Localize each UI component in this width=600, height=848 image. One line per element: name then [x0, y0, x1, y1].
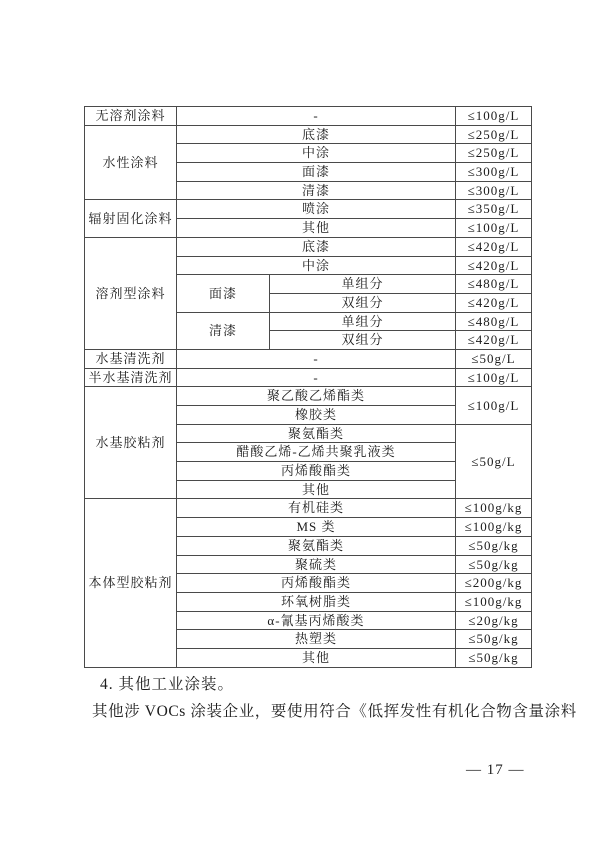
cell-limit: ≤100g/L — [456, 219, 532, 238]
cell-limit: ≤50g/kg — [456, 630, 532, 649]
cell-limit: ≤100g/L — [456, 107, 532, 126]
cell-subtype: 有机硅类 — [177, 499, 456, 518]
body-paragraph: 其他涉 VOCs 涂装企业，要使用符合《低挥发性有机化合物含量涂料 — [92, 703, 577, 720]
cell-category: 本体型胶粘剂 — [85, 499, 177, 667]
cell-subtype: 聚氨酯类 — [177, 424, 456, 443]
cell-limit: ≤420g/L — [456, 237, 532, 256]
cell-subtype: 聚乙酸乙烯酯类 — [177, 387, 456, 406]
voc-limit-table — [84, 106, 532, 668]
cell-category: 水性涂料 — [85, 125, 177, 200]
cell-subtype: 丙烯酸酯类 — [177, 574, 456, 593]
cell-subtype: MS 类 — [177, 518, 456, 537]
cell-limit: ≤50g/kg — [456, 555, 532, 574]
cell-subtype: 其他 — [177, 648, 456, 667]
cell-limit: ≤100g/L — [456, 368, 532, 387]
cell-limit: ≤200g/kg — [456, 574, 532, 593]
cell-subtype: 环氧树脂类 — [177, 592, 456, 611]
cell-subtype: α-氰基丙烯酸类 — [177, 611, 456, 630]
cell-subtype: - — [177, 349, 456, 368]
cell-subtype: 聚硫类 — [177, 555, 456, 574]
cell-subtype: 其他 — [177, 219, 456, 238]
cell-limit: ≤420g/L — [456, 293, 532, 312]
cell-limit: ≤50g/kg — [456, 648, 532, 667]
table-row — [85, 125, 532, 144]
section-item-heading: 4. 其他工业涂装。 — [100, 676, 235, 693]
cell-subtype: 中涂 — [177, 256, 456, 275]
cell-subtype: 底漆 — [177, 237, 456, 256]
cell-subtype: 聚氨酯类 — [177, 536, 456, 555]
cell-limit: ≤100g/L — [456, 387, 532, 424]
cell-category: 半水基清洗剂 — [85, 368, 177, 387]
table-row — [85, 368, 532, 387]
cell-limit: ≤420g/L — [456, 331, 532, 350]
cell-limit: ≤480g/L — [456, 275, 532, 294]
cell-subtype: - — [177, 107, 456, 126]
cell-component: 单组分 — [270, 312, 456, 331]
table-row — [85, 387, 532, 406]
cell-category: 无溶剂涂料 — [85, 107, 177, 126]
cell-limit: ≤50g/L — [456, 349, 532, 368]
cell-limit: ≤20g/kg — [456, 611, 532, 630]
cell-limit: ≤50g/kg — [456, 536, 532, 555]
cell-limit: ≤300g/L — [456, 163, 532, 182]
cell-limit: ≤250g/L — [456, 125, 532, 144]
cell-category: 水基胶粘剂 — [85, 387, 177, 499]
table-row — [85, 107, 532, 126]
cell-limit: ≤480g/L — [456, 312, 532, 331]
cell-subtype: 面漆 — [177, 163, 456, 182]
page-number: — 17 — — [466, 762, 525, 778]
cell-subtype: 醋酸乙烯-乙烯共聚乳液类 — [177, 443, 456, 462]
cell-component: 双组分 — [270, 293, 456, 312]
cell-subtype: 喷涂 — [177, 200, 456, 219]
cell-subtype: 中涂 — [177, 144, 456, 163]
cell-subtype: 清漆 — [177, 312, 270, 349]
cell-subtype: - — [177, 368, 456, 387]
cell-subtype: 底漆 — [177, 125, 456, 144]
cell-subtype: 其他 — [177, 480, 456, 499]
cell-limit: ≤300g/L — [456, 181, 532, 200]
cell-limit: ≤250g/L — [456, 144, 532, 163]
cell-limit: ≤100g/kg — [456, 499, 532, 518]
cell-limit: ≤350g/L — [456, 200, 532, 219]
cell-limit: ≤420g/L — [456, 256, 532, 275]
cell-category: 溶剂型涂料 — [85, 237, 177, 349]
cell-subtype: 热塑类 — [177, 630, 456, 649]
cell-component: 单组分 — [270, 275, 456, 294]
table-row — [85, 499, 532, 518]
cell-category: 水基清洗剂 — [85, 349, 177, 368]
cell-limit: ≤100g/kg — [456, 518, 532, 537]
cell-subtype: 橡胶类 — [177, 406, 456, 425]
table-row — [85, 237, 532, 256]
cell-subtype: 清漆 — [177, 181, 456, 200]
table-row — [85, 200, 532, 219]
cell-subtype: 丙烯酸酯类 — [177, 462, 456, 481]
cell-limit: ≤100g/kg — [456, 592, 532, 611]
table-row — [85, 349, 532, 368]
cell-category: 辐射固化涂料 — [85, 200, 177, 237]
cell-limit: ≤50g/L — [456, 424, 532, 499]
cell-component: 双组分 — [270, 331, 456, 350]
cell-subtype: 面漆 — [177, 275, 270, 312]
